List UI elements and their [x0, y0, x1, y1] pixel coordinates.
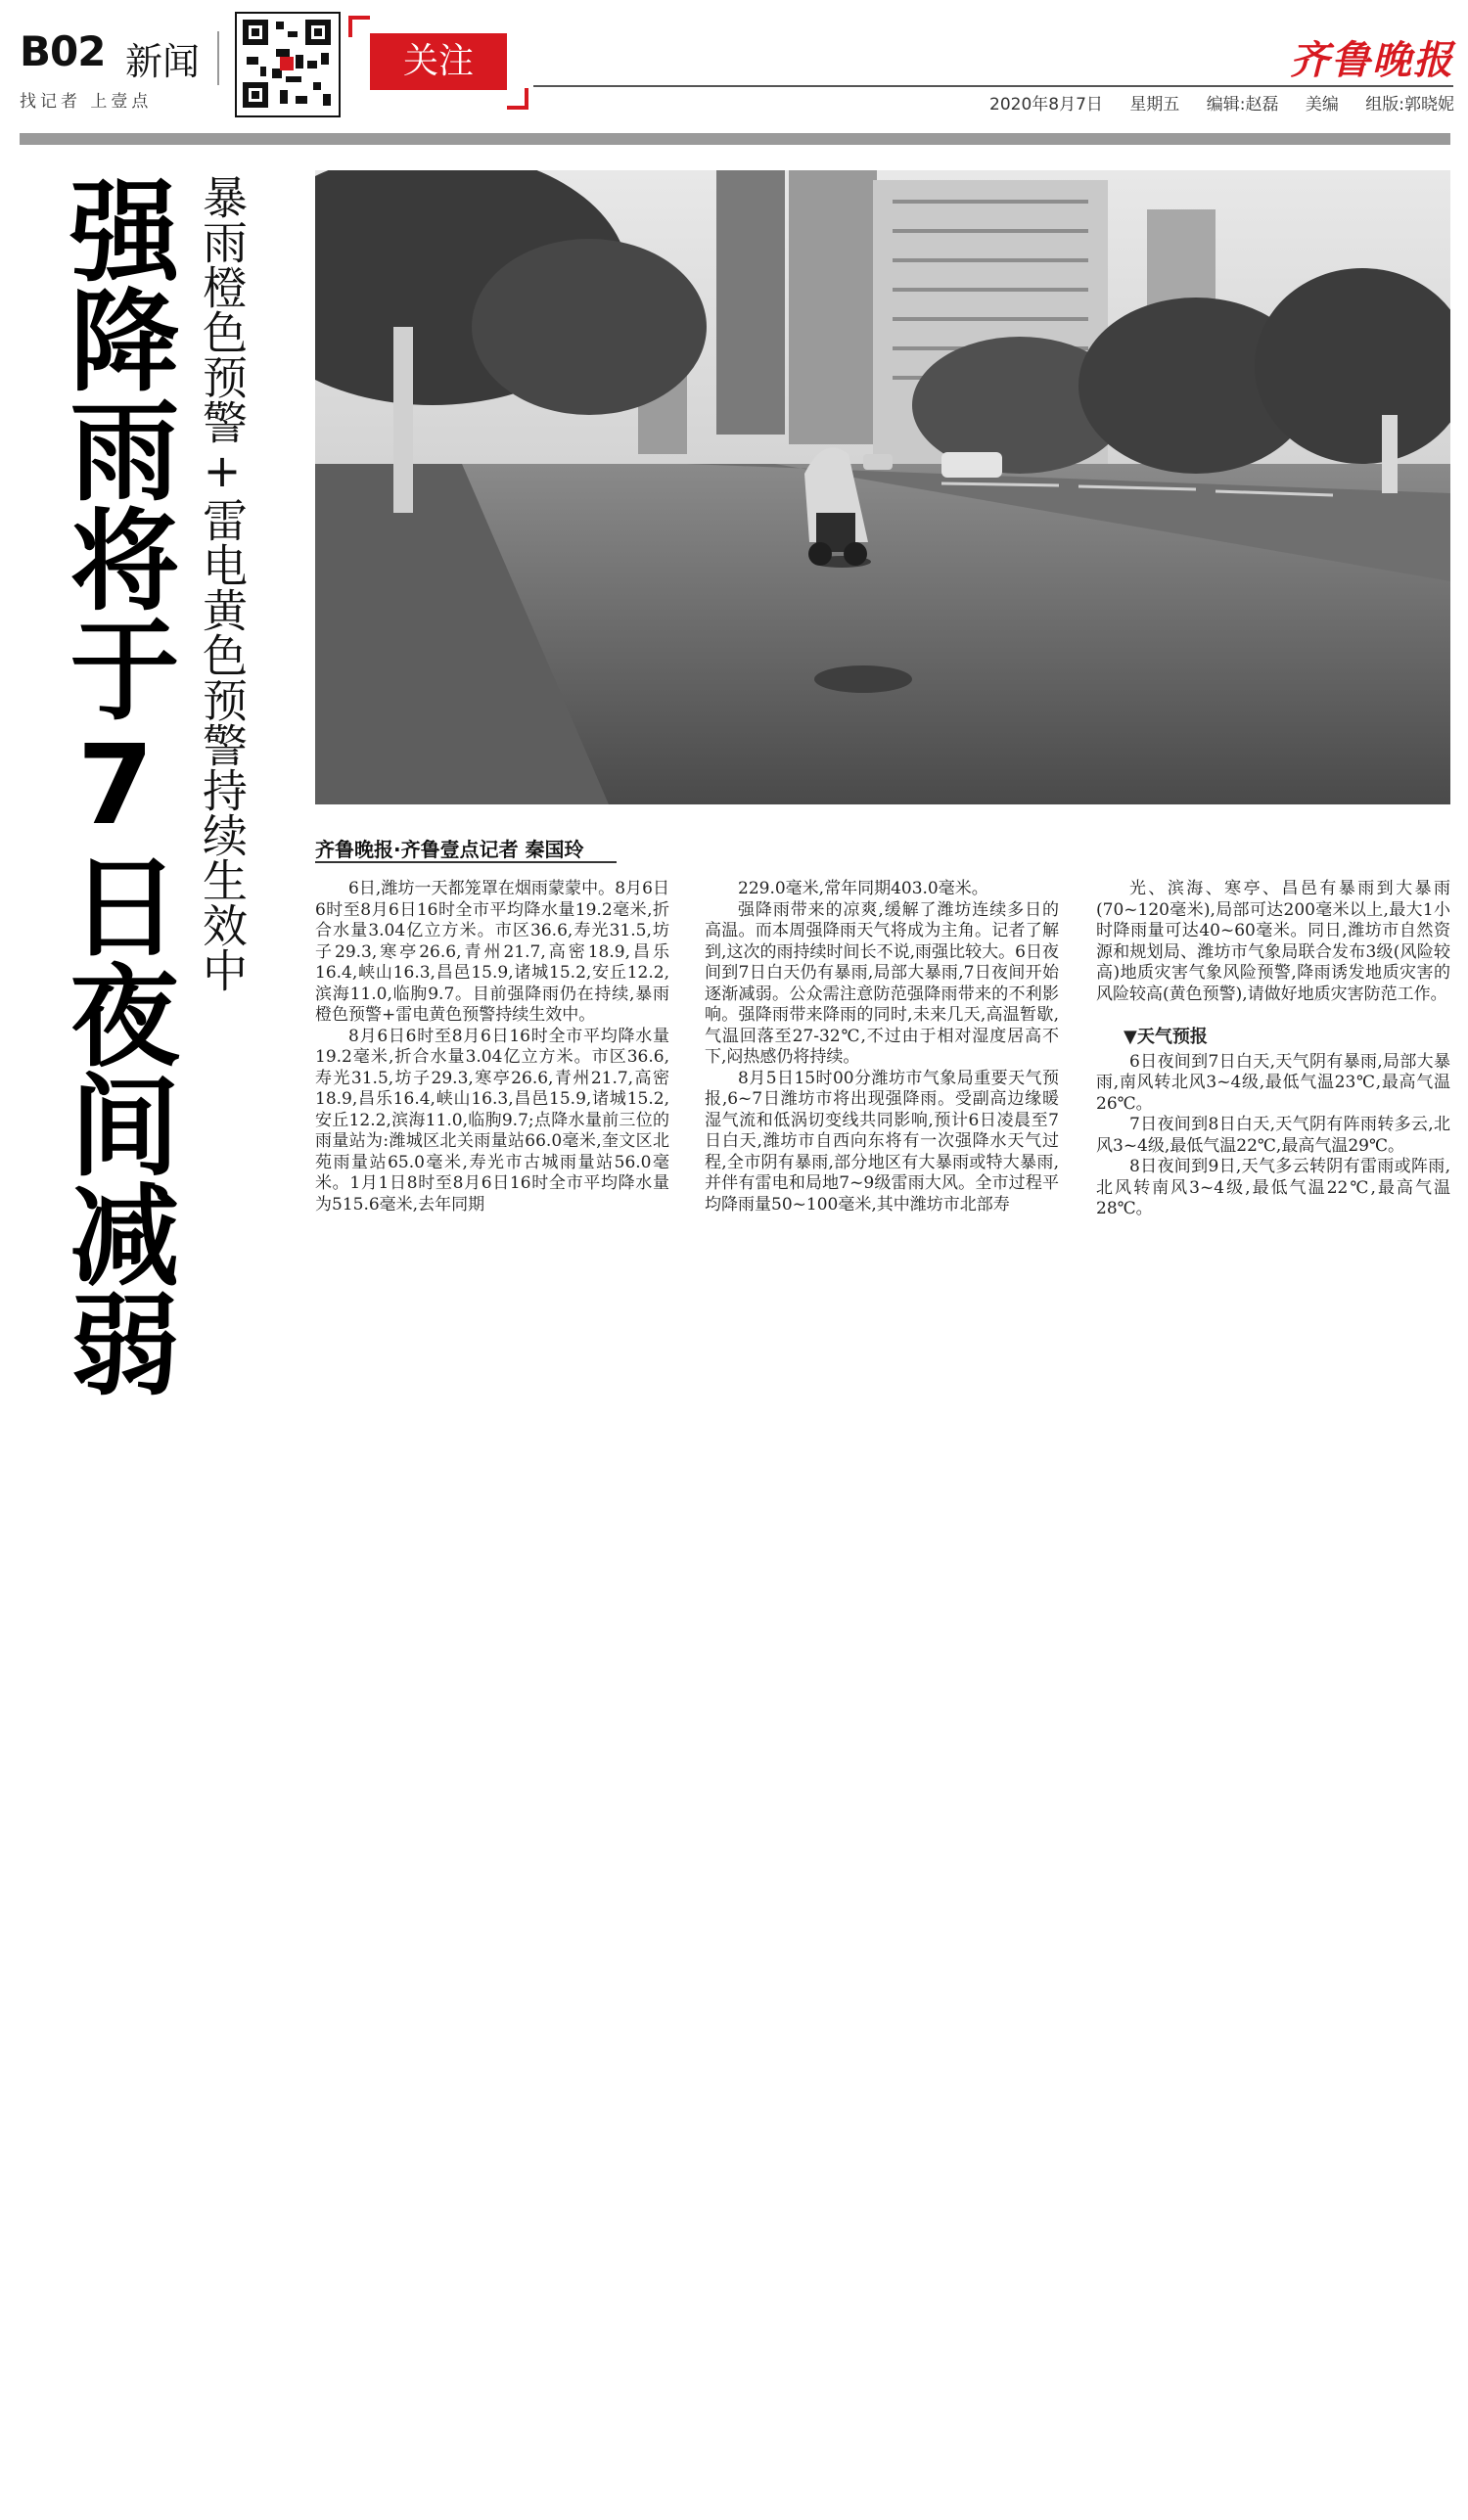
paragraph: 8月5日15时00分潍坊市气象局重要天气预报,6~7日潍坊市将出现强降雨。受副高边缘暖湿气流和低涡切变线共同影响,预计6日凌晨至7日白天,潍坊市自西向东将有一次强降水天气过程,全市阴有暴雨,部分地区有大暴雨或特大暴雨,并伴有雷电和局地7~9级雷雨大风。全市过程平均降雨量50~100毫米,其中潍坊市北部寿 — [705, 1068, 1059, 1214]
paragraph: 6日,潍坊一天都笼罩在烟雨蒙蒙中。8月6日6时至8月6日16时全市平均降水量19.2毫米,折合水量3.04亿立方米。市区36.6,寿光31.5,坊子29.3,寒亭26.6,青州21.7,高密18.9,昌乐16.4,峡山16.3,昌邑15.9,诸城15.2,安丘12.2,滨海11.0,临朐9.7。目前强降雨仍在持续,暴雨橙色预警+雷电黄色预警持续生效中。 — [315, 879, 669, 1025]
column-tag-frame — [348, 16, 528, 110]
paragraph: 8月6日6时至8月6日16时全市平均降水量19.2毫米,折合水量3.04亿立方米。市区36.6,寿光31.5,坊子29.3,寒亭26.6,青州21.7,高密18.9,昌乐16.4,峡山16.3,昌邑15.9,诸城15.2,安丘12.2,滨海11.0,临朐9.7;点降水量前三位的雨量站为:潍城区北关雨量站66.0毫米,奎文区北苑雨量站65.0毫米,寿光市古城雨量站56.0毫米。1月1日8时至8月6日16时全市平均降水量为515.6毫米,去年同期 — [315, 1026, 669, 1214]
hotline-note: 找记者 上壹点 — [20, 92, 153, 112]
forecast-item: 6日夜间到7日白天,天气阴有暴雨,局部大暴雨,南风转北风3~4级,最低气温23℃,最高气温26℃。 — [1096, 1051, 1450, 1114]
issue-weekday: 星期五 — [1129, 95, 1180, 115]
subheadline: 暴雨橙色预警+雷电黄色预警持续生效中 — [196, 174, 249, 992]
section-name: 新闻 — [125, 40, 201, 83]
issue-date: 2020年8月7日 — [989, 95, 1103, 115]
newspaper-logo: 齐鲁晚报 — [1290, 37, 1454, 83]
headline: 强降雨将于7日夜间减弱 — [52, 174, 179, 1397]
forecast-heading: ▼天气预报 — [1124, 1027, 1208, 1047]
forecast-item: 8日夜间到9日,天气多云转阴有雷雨或阵雨,北风转南风3~4级,最低气温22℃,最高气温28℃。 — [1096, 1157, 1450, 1218]
divider — [217, 31, 219, 85]
article-column-2 — [705, 879, 1059, 1215]
paragraph: 229.0毫米,常年同期403.0毫米。 — [738, 879, 988, 898]
forecast-item: 7日夜间到8日白天,天气阴有阵雨转多云,北风3~4级,最低气温22℃,最高气温29℃。 — [1096, 1115, 1450, 1156]
article-column-3 — [1096, 879, 1450, 1220]
page-number: B02 — [20, 27, 106, 75]
issue-meta — [968, 90, 1454, 115]
byline-rule — [315, 861, 617, 863]
article-column-1 — [315, 879, 669, 1215]
layout-credit: 组版:郭晓妮 — [1365, 95, 1454, 115]
designer-credit: 美编 — [1305, 95, 1339, 115]
qr-code-icon[interactable] — [235, 12, 341, 117]
news-photo — [315, 170, 1450, 804]
header-bar — [20, 133, 1450, 145]
paragraph: 光、滨海、寒亭、昌邑有暴雨到大暴雨(70~120毫米),局部可达200毫米以上,最大1小时降雨量可达40~60毫米。同日,潍坊市自然资源和规划局、潍坊市气象局联合发布3级(风险较高)地质灾害气象风险预警,降雨诱发地质灾害的风险较高(黄色预警),请做好地质灾害防范工作。 — [1096, 879, 1450, 1004]
masthead-rule — [533, 85, 1453, 87]
editor-credit: 编辑:赵磊 — [1206, 95, 1279, 115]
paragraph: 强降雨带来的凉爽,缓解了潍坊连续多日的高温。而本周强降雨天气将成为主角。记者了解到,这次的雨持续时间长不说,雨强比较大。6日夜间到7日白天仍有暴雨,局部大暴雨,7日夜间开始逐渐减弱。公众需注意防范强降雨带来的不利影响。强降雨带来降雨的同时,未来几天,高温暂歇,气温回落至27-32℃,不过由于相对湿度居高不下,闷热感仍将持续。 — [705, 899, 1059, 1067]
column-tag: 关注 — [370, 33, 507, 90]
byline: 齐鲁晚报·齐鲁壹点记者 秦国玲 — [315, 838, 584, 861]
